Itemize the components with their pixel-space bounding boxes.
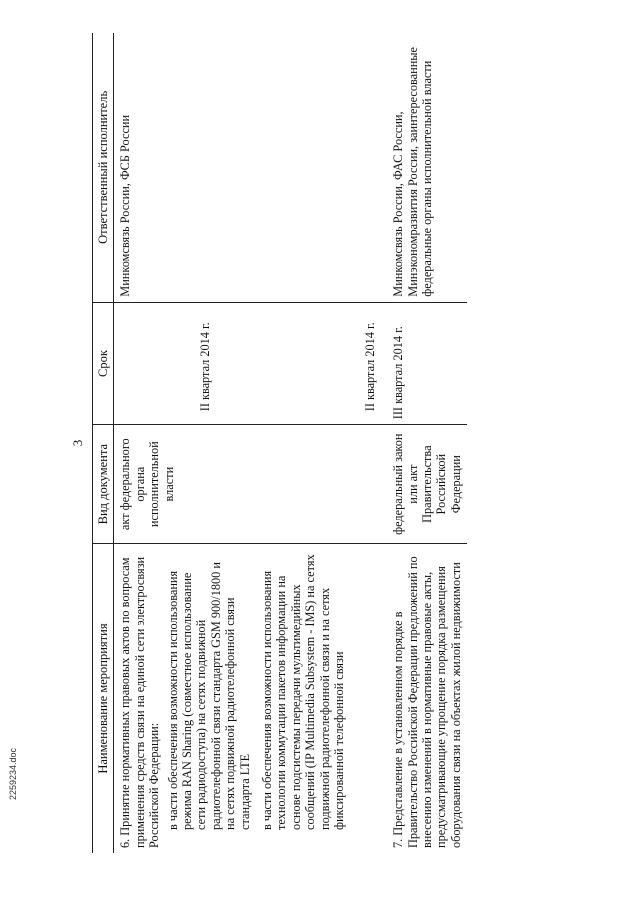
row6-term2: II квартал 2014 г. — [362, 322, 377, 412]
document-id: 2259234.doc — [8, 747, 18, 800]
table-row — [381, 33, 467, 853]
row6-executor: Минкомсвязь России, ФСБ России — [114, 33, 381, 302]
row6-doc-type: акт федерального органа исполнительной власти — [114, 425, 381, 544]
header-executor: Ответственный исполнитель — [93, 33, 114, 302]
header-term: Срок — [93, 302, 114, 425]
table-row — [114, 33, 381, 853]
table-header-row — [93, 33, 114, 853]
header-doc-type: Вид документа — [93, 425, 114, 544]
row6-name-cell — [114, 544, 381, 853]
row6-name: 6. Принятие нормативных правовых актов по вопросам применения средств связи на единой сети электросвязи Российской Федерации: — [118, 556, 162, 848]
rotated-sheet — [70, 33, 590, 853]
header-name: Наименование мероприятия — [93, 544, 114, 853]
row7-term: III квартал 2014 г. — [381, 302, 467, 425]
row6-term1: II квартал 2014 г. — [198, 322, 213, 412]
page-number: 3 — [70, 439, 85, 447]
row7-executor: Минкомсвязь России, ФАС России, Минэкономразвития России, заинтересованные федеральные органы исполнительной власти — [381, 33, 467, 302]
row6-sub1: в части обеспечения возможности использования режима RAN Sharing (совместное использование сети радиодоступа) на сетях подвижной радиотелефонной связи стандарта GSM 900/1800 и на сетях подвижной радиотелефонной связи стандарта LTE — [165, 562, 252, 830]
row6-sub2: в части обеспечения возможности использования технологии коммутации пакетов информации на основе подсистемы передачи мультимедийных сообщений (IP Multimedia Subsystem - IMS) на сетях подвижной радиотелефонной связи и на сетях фиксированной телефонной связи — [260, 554, 347, 830]
row7-name: 7. Представление в установленном порядке в Правительство Российской Федерации предложений по внесению изменений в нормативные правовые акты, предусматривающие упрощение порядка размещения оборудования связи на объектах жилой недвижимости — [391, 556, 463, 848]
row7-doc-type: федеральный закон или акт Правительства Российской Федерации — [381, 425, 467, 544]
action-plan-table — [92, 33, 467, 853]
row6-term-cell — [114, 302, 381, 425]
